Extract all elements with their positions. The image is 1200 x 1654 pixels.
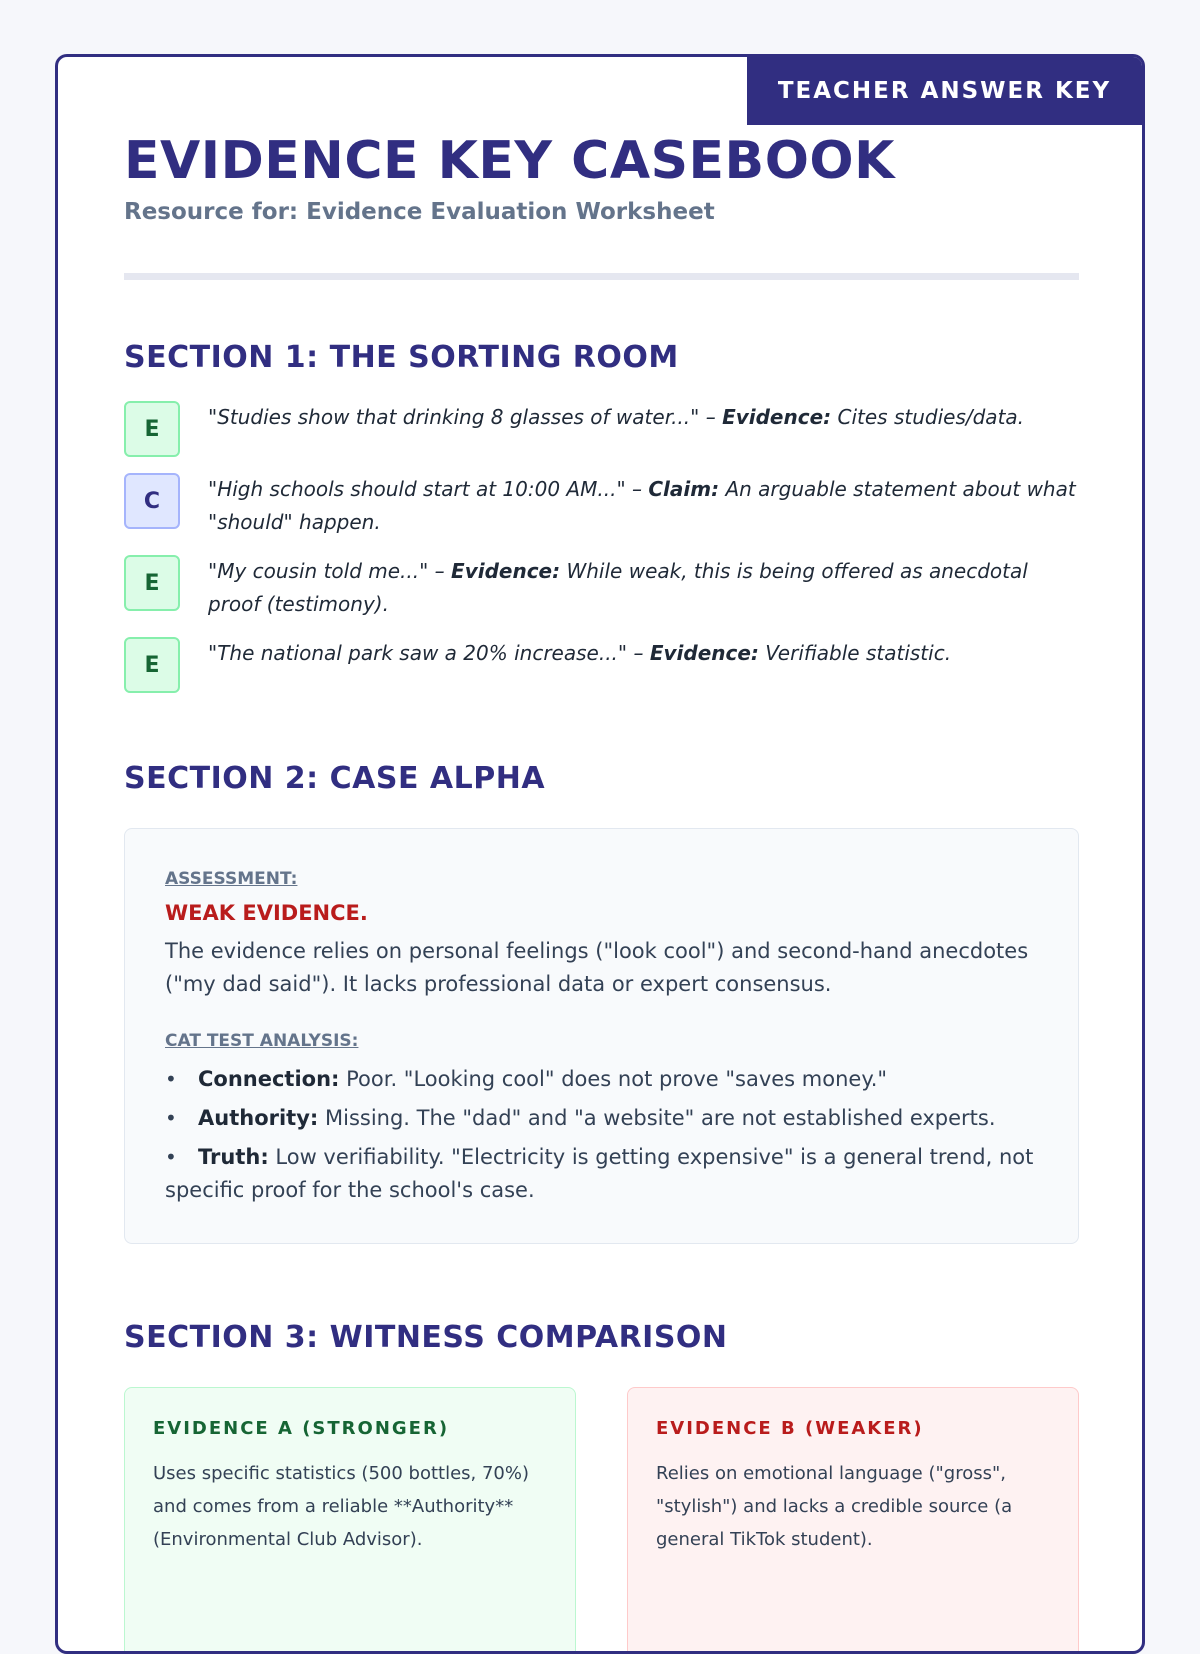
cat-test-item [165,1063,1038,1096]
assessment-paragraph: The evidence relies on personal feelings ("look cool") and second-hand anecdotes ("my dad said"). It lacks professional data or expert consensus. [165,939,1029,996]
sorting-item [124,473,1079,539]
sorting-quote: "My cousin told me..." – [208,559,452,583]
sorting-item [124,637,1079,693]
sorting-item-text [208,401,1079,434]
assessment-label: ASSESSMENT: [165,869,298,889]
cat-text: Missing. The "dad" and "a website" are not established experts. [318,1106,996,1130]
sorting-kind: Evidence: [451,559,561,583]
witness-comparison [124,1387,1079,1654]
sorting-item [124,555,1079,621]
cat-test-label: CAT TEST ANALYSIS: [165,1031,359,1051]
header-divider [124,273,1079,280]
bullet-icon: • [165,1145,177,1169]
sorting-kind: Evidence: [722,405,832,429]
section-1-heading: SECTION 1: THE SORTING ROOM [124,340,679,375]
sorting-item [124,401,1079,457]
section-2-heading: SECTION 2: CASE ALPHA [124,761,546,796]
sorting-explanation: Cites studies/data. [831,405,1025,429]
sorting-explanation: Verifiable statistic. [758,641,952,665]
cat-term: Connection: [198,1067,340,1091]
case-alpha-box [124,828,1079,1244]
sorting-quote: "The national park saw a 20% increase..." – [208,641,650,665]
assessment-verdict: WEAK EVIDENCE. [165,901,368,925]
bullet-icon: • [165,1067,177,1091]
page-title: EVIDENCE KEY CASEBOOK [124,131,895,191]
evidence-tag: E [124,401,180,457]
sorting-quote: "High schools should start at 10:00 AM..." – [208,477,649,501]
evidence-a-title: EVIDENCE A (STRONGER) [153,1418,450,1439]
cat-term: Truth: [198,1145,269,1169]
sorting-kind: Evidence: [649,641,759,665]
sorting-item-text [208,473,1079,539]
sorting-explanation: While weak, this is being offered as anecdotal proof (testimony). [208,559,1028,616]
evidence-a-card [124,1387,576,1654]
sorting-kind: Claim: [648,477,720,501]
page-content [124,125,1079,1654]
cat-term: Authority: [198,1106,319,1130]
section-3-heading: SECTION 3: WITNESS COMPARISON [124,1320,728,1355]
teacher-answer-key-badge: TEACHER ANSWER KEY [747,57,1142,125]
sorting-item-text [208,555,1079,621]
cat-text: Poor. "Looking cool" does not prove "saves money." [339,1067,888,1091]
evidence-b-title: EVIDENCE B (WEAKER) [656,1418,924,1439]
evidence-tag: E [124,555,180,611]
cat-test-item [165,1141,1038,1207]
sorting-item-text [208,637,1079,670]
evidence-a-text: Uses specific statistics (500 bottles, 70%) and comes from a reliable **Authority** (Environmental Club Advisor). [153,1463,529,1550]
casebook-page [55,54,1145,1654]
sorting-quote: "Studies show that drinking 8 glasses of water..." – [208,405,723,429]
cat-text: Low verifiability. "Electricity is getting expensive" is a general trend, not specific proof for the school's case. [165,1145,1034,1202]
evidence-b-text: Relies on emotional language ("gross", "stylish") and lacks a credible source (a general TikTok student). [656,1463,1013,1550]
bullet-icon: • [165,1106,177,1130]
page-subtitle: Resource for: Evidence Evaluation Worksheet [124,199,715,225]
sorting-explanation: An arguable statement about what "should" happen. [208,477,1076,534]
evidence-tag: E [124,637,180,693]
cat-test-item [165,1102,1038,1135]
sorting-list [124,401,1079,693]
cat-test-list [165,1063,1038,1207]
evidence-b-card [627,1387,1079,1654]
claim-tag: C [124,473,180,529]
